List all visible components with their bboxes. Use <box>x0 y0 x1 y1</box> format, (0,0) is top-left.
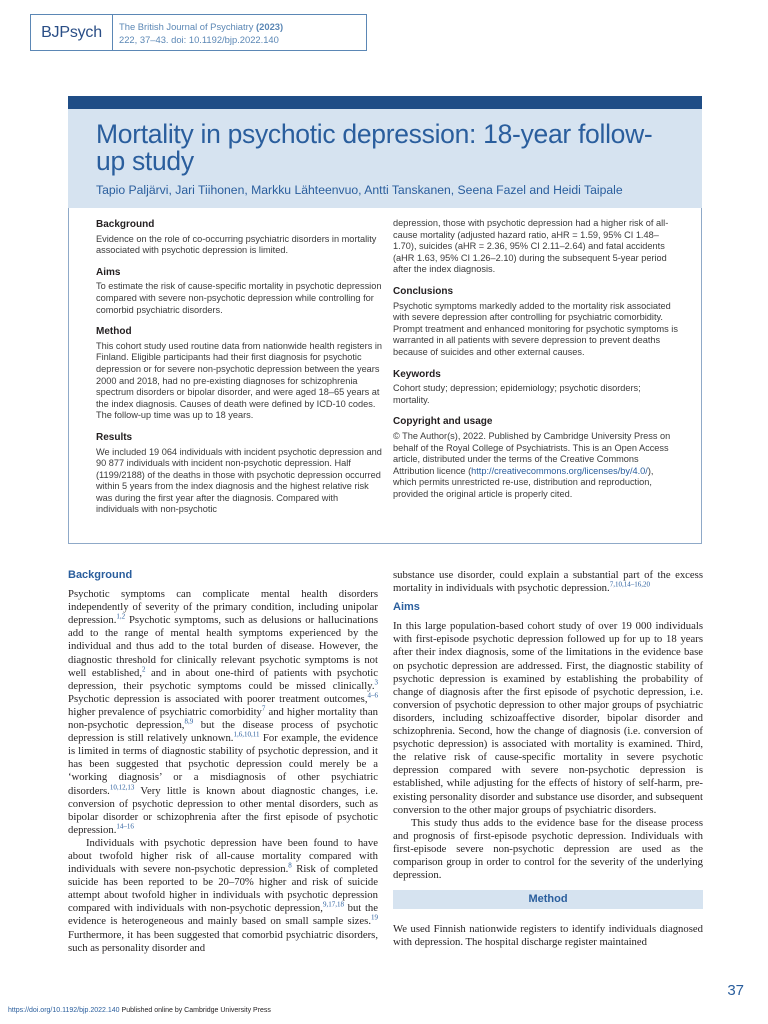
text-segment: higher prevalence of psychiatric comorbidity <box>68 705 262 718</box>
abstract-conclusions-heading: Conclusions <box>393 285 454 297</box>
text-segment: Individuals with psychotic depression have been found to have about twofold higher risk of all-cause mortality compared with individuals with severe non-psychotic depression. <box>68 836 378 876</box>
background-paragraph-continued <box>393 569 703 595</box>
citation-superscript[interactable]: 8,9 <box>184 717 194 726</box>
published-online-text: Published online by Cambridge University Press <box>121 1007 271 1014</box>
abstract-method-text: This cohort study used routine data from nationwide health registers in Finland. Eligible participants had their first diagnosis for psychotic depression or for severe non-psychotic depression between the years 2000 and 2018, had no pre-existing diagnoses for schizophrenia spectrum disorders or bipolar disorder, and were aged 18–65 years at the index diagnosis. Causes of death were defined by ICD-10 codes. The follow-up time was up to 18 years. <box>96 340 382 421</box>
section-heading-aims: Aims <box>393 601 420 614</box>
page-footer <box>8 1007 271 1014</box>
page-number: 37 <box>727 982 744 999</box>
abstract-keywords-heading: Keywords <box>393 368 441 380</box>
body-right-column <box>393 569 703 949</box>
abstract-background-heading: Background <box>96 219 155 230</box>
text-segment: but the disease process of psychotic depression is still relatively unknown. <box>68 719 378 745</box>
article-title: Mortality in psychotic depression: 18-year follow-up study <box>96 119 653 176</box>
abstract-right-column <box>393 218 679 510</box>
title-top-bar <box>68 96 702 109</box>
abstract-copyright-heading: Copyright and usage <box>393 416 493 428</box>
section-heading-background: Background <box>68 569 133 581</box>
license-link[interactable]: http://creativecommons.org/licenses/by/4.0/ <box>471 465 648 476</box>
citation-superscript[interactable]: 8 <box>288 861 292 870</box>
text-segment: and in about one-third of patients with psychotic depression, their psychotic symptoms could be missed clinically. <box>68 666 378 692</box>
article-authors: Tapio Paljärvi, Jari Tiihonen, Markku Lähteenvuo, Antti Tanskanen, Seena Fazel and Heidi Taipale <box>96 183 623 197</box>
abstract-aims-heading: Aims <box>96 266 121 278</box>
abstract-results-text: We included 19 064 individuals with incident psychotic depression and 90 877 individuals with incident non-psychotic depression. Half (1199/2188) of the deaths in those with psychotic depression occurred within 5 years from the index diagnosis and the highest relative risk was during the first year after the diagnosis. Compared with individuals with non-psychotic <box>96 446 382 515</box>
body-left-column <box>68 569 378 955</box>
journal-citation <box>113 20 283 46</box>
journal-year: (2023) <box>256 20 284 32</box>
text-segment: For example, the evidence is limited in terms of diagnostic stability of psychotic depression, and it has been suggested that psychotic depression could merely be a ‘working diagnosis’ or a misdiagnosis of other psychiatric disorders. <box>68 732 378 797</box>
abstract-keywords-text: Cohort study; depression; epidemiology; psychotic disorders; mortality. <box>393 383 641 405</box>
aims-paragraph-1: In this large population-based cohort study of over 19 000 individuals with first-episode psychotic depression followed up for up to 18 years after their index diagnosis, some of the limitations in the evidence base on psychotic depression are addressed. First, the diagnostic stability of psychotic depression is examined by establishing the probability of change of diagnosis after the first episode of psychotic depression, i.e. conversion of psychotic depression to other major groups of psychiatric disorders, including schizoaffective disorder, bipolar disorder and schizophrenia. Second, how the change of diagnosis (i.e. conversion of psychotic depression) is associated with mortality is examined. Third, the relative risk of cause-specific mortality in severe psychotic depression compared with severe non-psychotic depression is established, while adjusting for the effects of history of self-harm, pre-existing personality disorder and substance use disorder, and subsequent conversion to the other major groups of psychiatric disorders. <box>393 620 703 816</box>
journal-header-box <box>30 14 367 51</box>
citation-superscript[interactable]: 7 <box>261 704 266 713</box>
citation-superscript[interactable]: 19 <box>371 913 378 922</box>
background-paragraph-1 <box>68 588 378 837</box>
text-segment: Risk of completed suicide has been reported to be 20–70% higher and risk of suicide attempt about twofold higher in individuals with psychotic depression compared with individuals with non-psychotic depression, <box>68 863 378 915</box>
method-paragraph-1: We used Finnish nationwide registers to identify individuals diagnosed with depression. The hospital discharge register maintained <box>393 923 703 949</box>
doi-link[interactable]: https://doi.org/10.1192/bjp.2022.140 <box>8 1007 120 1014</box>
citation-superscript[interactable]: 4–6 <box>367 691 378 700</box>
aims-paragraph-2: This study thus adds to the evidence base for the disease process and prognosis of first-episode psychotic depression. Individuals with first-episode severe non-psychotic depression are used as the comparison group in order to control for the severity of the underlying depression. <box>393 816 703 882</box>
citation-superscript[interactable]: 10,12,13 <box>109 782 135 791</box>
citation-superscript[interactable]: 1,2 <box>116 612 126 621</box>
abstract-conclusions-text: Psychotic symptoms markedly added to the mortality risk associated with severe depression after controlling for psychiatric comorbidity. Prompt treatment and enhanced monitoring for psychotic symptoms is warranted in all patients with severe depression to prevent deaths because of suicides and other external causes. <box>393 300 678 357</box>
citation-superscript[interactable]: 1,6,10,11 <box>233 730 260 739</box>
text-segment: but the evidence is heterogeneous and mainly based on small sample sizes. <box>68 902 378 928</box>
abstract-results-continued: depression, those with psychotic depression had a higher risk of all-cause mortality (adjusted hazard ratio, aHR = 1.59, 95% CI 1.48–1.70), suicides (aHR = 2.36, 95% CI 2.11–2.64) and fatal accidents (aHR 1.63, 95% CI 1.26–2.10) during the subsequent 5-year period after the index diagnosis. <box>393 218 669 275</box>
citation-superscript[interactable]: 9,17,18 <box>322 900 344 909</box>
journal-doi-line: 222, 37–43. doi: 10.1192/bjp.2022.140 <box>119 33 279 45</box>
abstract-method-heading: Method <box>96 326 132 338</box>
citation-superscript[interactable]: 14–16 <box>116 822 134 831</box>
abstract-results-heading: Results <box>96 431 133 443</box>
citation-superscript[interactable]: 7,10,14–16,20 <box>609 580 650 589</box>
journal-name: The British Journal of Psychiatry <box>119 20 254 32</box>
journal-logo: BJPsych <box>31 15 113 50</box>
section-heading-method: Method <box>393 890 703 909</box>
text-segment: substance use disorder, could explain a substantial part of the excess mortality in individuals with psychotic depression. <box>393 569 703 595</box>
text-segment: Psychotic depression is associated with poorer treatment outcomes, <box>68 692 368 705</box>
abstract-aims-text: To estimate the risk of cause-specific mortality in psychotic depression compared with severe non-psychotic depression while controlling for comorbid psychiatric disorders. <box>96 281 382 315</box>
text-segment: Furthermore, it has been suggested that comorbid psychiatric disorders, such as personality disorder and <box>68 928 378 954</box>
abstract-copyright-text <box>393 431 679 501</box>
abstract-left-column <box>96 219 382 526</box>
text-segment: Psychotic symptoms, such as delusions or hallucinations add to the range of mental health symptoms experienced by the individual and thus add to the total burden of disease. However, the diagnostic threshold for clinically relevant psychotic symptoms is not well established, <box>68 614 378 679</box>
copyright-text-pre: © The Author(s), 2022. Published by Cambridge University Press on behalf of the Royal College of Psychiatrists. This is an Open Access article, distributed under the terms of the Creative Commons Attribution licence ( <box>393 430 671 476</box>
text-segment: Very little is known about diagnostic changes, i.e. conversion of psychotic depression to other mental disorders, such as bipolar disorder or schizophrenia after the first episode of psychotic depression. <box>68 784 378 836</box>
text-segment: Psychotic symptoms can complicate mental health disorders independently of severity of the primary condition, including unipolar depression. <box>68 588 378 627</box>
citation-superscript[interactable]: 2 <box>142 665 146 674</box>
copyright-text-post: ), which permits unrestricted re-use, distribution and reproduction, provided the original article is properly cited. <box>393 465 654 499</box>
citation-superscript[interactable]: 3 <box>374 678 378 687</box>
abstract-background-text: Evidence on the role of co-occurring psychiatric disorders in mortality associated with psychotic depression is limited. <box>96 233 377 256</box>
background-paragraph-2 <box>68 837 378 955</box>
text-segment: and higher mortality than non-psychotic depression, <box>68 705 378 732</box>
